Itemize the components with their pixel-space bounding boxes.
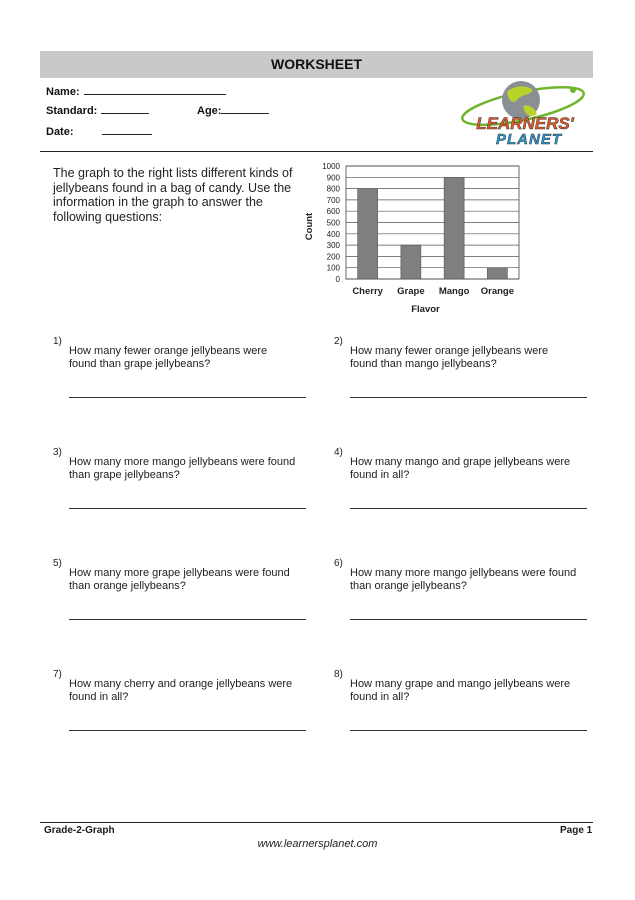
standard-blank[interactable]	[101, 103, 149, 114]
bar-mango	[444, 177, 464, 279]
age-blank[interactable]	[221, 103, 269, 114]
footer-divider	[40, 822, 593, 823]
question-text-line-2: found than grape jellybeans?	[69, 358, 211, 370]
footer-page: Page 1	[560, 825, 593, 836]
question-text-line-1: How many fewer orange jellybeans were	[69, 345, 268, 357]
standard-label: Standard:	[46, 105, 98, 117]
question-number: 1)	[53, 336, 62, 347]
question-text	[350, 345, 600, 371]
y-tick-label: 600	[326, 207, 340, 217]
question-text-line-1: How many more grape jellybeans were found	[69, 567, 290, 579]
bar-orange	[487, 268, 507, 279]
question-text-line-2: than grape jellybeans?	[69, 469, 180, 481]
name-blank[interactable]	[84, 84, 226, 95]
question-text-line-1: How many grape and mango jellybeans were	[350, 678, 571, 690]
age-field	[197, 103, 269, 117]
question-text-line-2: found than mango jellybeans?	[350, 358, 497, 370]
question-number: 5)	[53, 558, 62, 569]
question-text	[69, 456, 319, 482]
worksheet-title: WORKSHEET	[40, 51, 593, 78]
answer-line[interactable]	[350, 508, 587, 509]
y-tick-label: 800	[326, 184, 340, 194]
y-tick-label: 100	[326, 263, 340, 273]
question-number: 6)	[334, 558, 343, 569]
answer-line[interactable]	[69, 730, 306, 731]
logo-text-top: LEARNERS'	[476, 114, 574, 133]
question-text-line-1: How many cherry and orange jellybeans were	[69, 678, 293, 690]
x-tick-label: Grape	[397, 286, 425, 297]
question-number: 4)	[334, 447, 343, 458]
header-divider	[40, 151, 593, 152]
answer-line[interactable]	[69, 508, 306, 509]
intro-text: The graph to the right lists different kinds of jellybeans found in a bag of candy. Use the information in the graph to answer the following questions:	[53, 166, 293, 224]
answer-line[interactable]	[350, 619, 587, 620]
date-blank[interactable]	[102, 124, 152, 135]
y-tick-label: 200	[326, 252, 340, 262]
date-field	[46, 124, 152, 138]
y-tick-label: 1000	[322, 162, 340, 171]
bar-cherry	[358, 189, 378, 279]
x-tick-label: Mango	[438, 286, 470, 297]
bar-grape	[401, 245, 421, 279]
y-axis-label: Count	[304, 212, 315, 241]
x-tick-label: Cherry	[352, 286, 383, 297]
footer-url[interactable]: www.learnersplanet.com	[257, 838, 378, 850]
logo-text-bottom: PLANET	[496, 131, 562, 148]
y-tick-label: 400	[326, 229, 340, 239]
age-label: Age:	[197, 105, 222, 117]
question-text	[69, 678, 319, 704]
question-number: 8)	[334, 669, 343, 680]
question-text-line-1: How many fewer orange jellybeans were	[350, 345, 549, 357]
x-tick-label: Orange	[480, 286, 515, 297]
answer-line[interactable]	[69, 397, 306, 398]
logo-star	[570, 87, 576, 93]
y-tick-label: 0	[335, 275, 340, 284]
answer-line[interactable]	[69, 619, 306, 620]
question-text-line-2: found in all?	[69, 691, 129, 703]
name-field	[46, 84, 226, 98]
question-number: 2)	[334, 336, 343, 347]
question-text-line-1: How many more mango jellybeans were found	[69, 456, 296, 468]
answer-line[interactable]	[350, 397, 587, 398]
footer-grade: Grade-2-Graph	[44, 825, 115, 836]
x-axis-label: Flavor	[411, 304, 440, 315]
y-tick-label: 500	[326, 218, 340, 228]
question-text-line-1: How many mango and grape jellybeans were	[350, 456, 571, 468]
answer-line[interactable]	[350, 730, 587, 731]
question-text-line-2: found in all?	[350, 691, 410, 703]
question-text	[350, 456, 600, 482]
question-text-line-2: than orange jellybeans?	[69, 580, 186, 592]
jellybean-bar-chart	[298, 158, 528, 318]
question-text-line-2: than orange jellybeans?	[350, 580, 467, 592]
question-text	[350, 567, 600, 593]
question-text-line-1: How many more mango jellybeans were found	[350, 567, 577, 579]
date-label: Date:	[46, 126, 74, 138]
learners-planet-logo	[455, 78, 595, 150]
y-tick-label: 300	[326, 241, 340, 251]
question-text	[69, 567, 319, 593]
question-text	[69, 345, 319, 371]
question-number: 3)	[53, 447, 62, 458]
question-text	[350, 678, 600, 704]
name-label: Name:	[46, 86, 80, 98]
y-tick-label: 900	[326, 173, 340, 183]
y-tick-label: 700	[326, 195, 340, 205]
question-text-line-2: found in all?	[350, 469, 410, 481]
standard-field	[46, 103, 149, 117]
question-number: 7)	[53, 669, 62, 680]
